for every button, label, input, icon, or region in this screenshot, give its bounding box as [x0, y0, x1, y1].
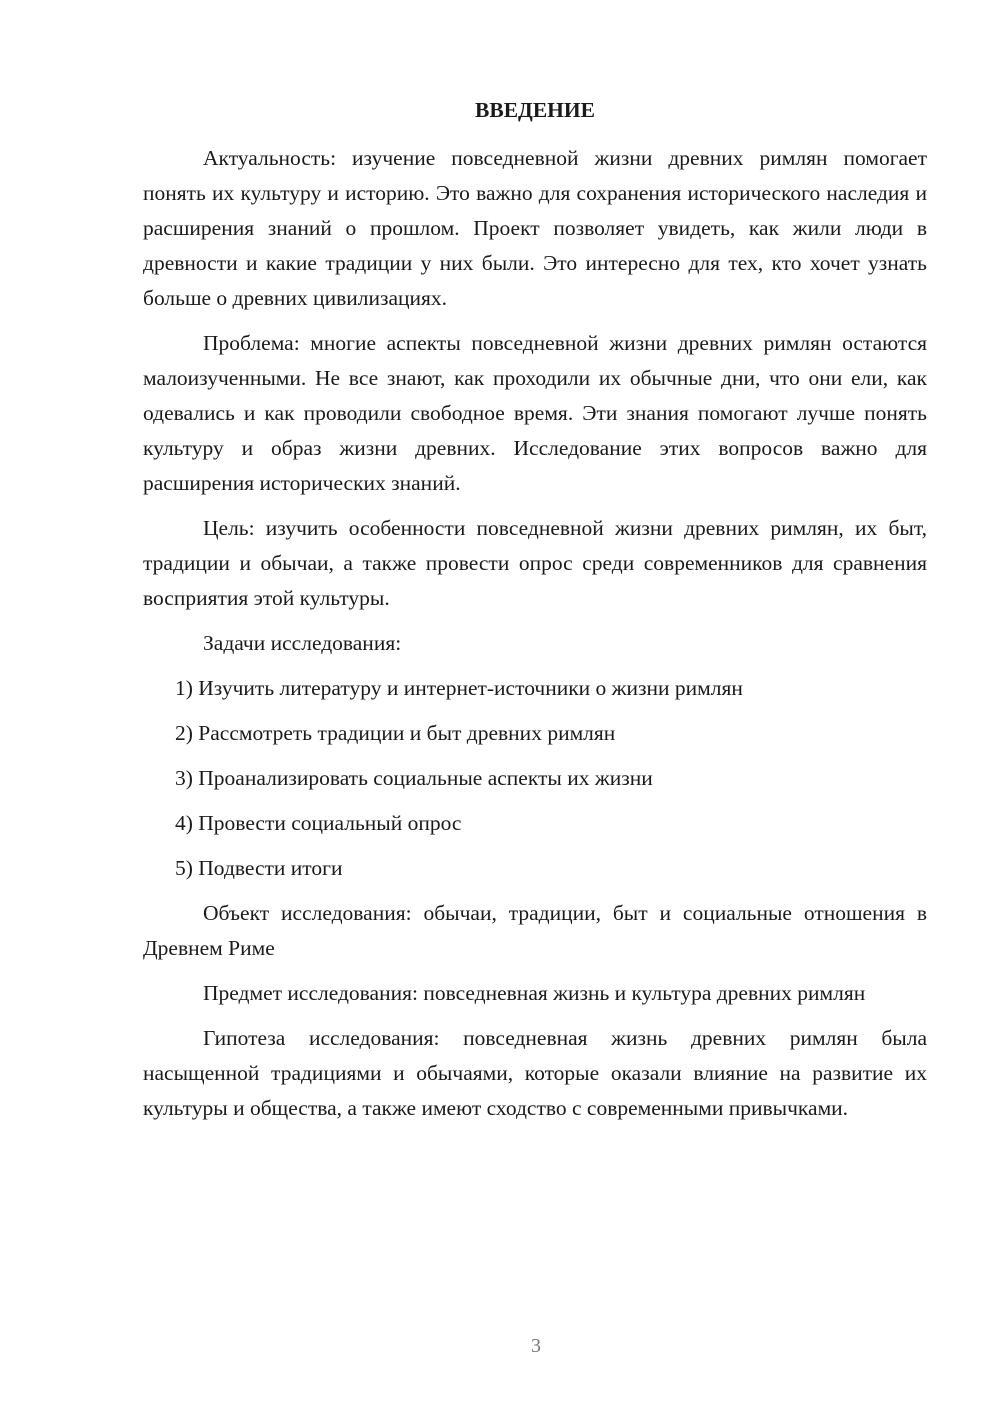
task-item: 3) Проанализировать социальные аспекты их жизни	[175, 766, 653, 790]
task-item: 2) Рассмотреть традиции и быт древних римлян	[175, 721, 616, 745]
tasks-list	[143, 671, 927, 886]
object-paragraph: Объект исследования: обычаи, традиции, быт и социальные отношения в Древнем Риме	[143, 901, 927, 960]
document-page	[143, 96, 927, 1136]
tasks-heading: Задачи исследования:	[203, 631, 402, 655]
hypothesis-paragraph: Гипотеза исследования: повседневная жизнь древних римлян была насыщенной традициями и обычаями, которые оказали влияние на развитие их культуры и общества, а также имеют сходство с современными привычками.	[143, 1026, 927, 1120]
page-number: 3	[531, 1335, 541, 1357]
task-item: 5) Подвести итоги	[175, 856, 343, 880]
section-title: ВВЕДЕНИЕ	[475, 98, 595, 122]
task-item: 4) Провести социальный опрос	[175, 811, 462, 835]
subject-paragraph: Предмет исследования: повседневная жизнь и культура древних римлян	[203, 981, 866, 1005]
relevance-paragraph: Актуальность: изучение повседневной жизни древних римлян помогает понять их культуру и историю. Это важно для сохранения исторического наследия и расширения знаний о прошлом. Проект позволяет увидеть, как жили люди в древности и какие традиции у них были. Это интересно для тех, кто хочет узнать больше о древних цивилизациях.	[143, 146, 927, 310]
goal-paragraph: Цель: изучить особенности повседневной жизни древних римлян, их быт, традиции и обычаи, а также провести опрос среди современников для сравнения восприятия этой культуры.	[143, 516, 927, 610]
task-item: 1) Изучить литературу и интернет-источники о жизни римлян	[175, 676, 743, 700]
problem-paragraph: Проблема: многие аспекты повседневной жизни древних римлян остаются малоизученными. Не все знают, как проходили их обычные дни, что они ели, как одевались и как проводили свободное время. Эти знания помогают лучше понять культуру и образ жизни древних. Исследование этих вопросов важно для расширения исторических знаний.	[143, 331, 927, 495]
